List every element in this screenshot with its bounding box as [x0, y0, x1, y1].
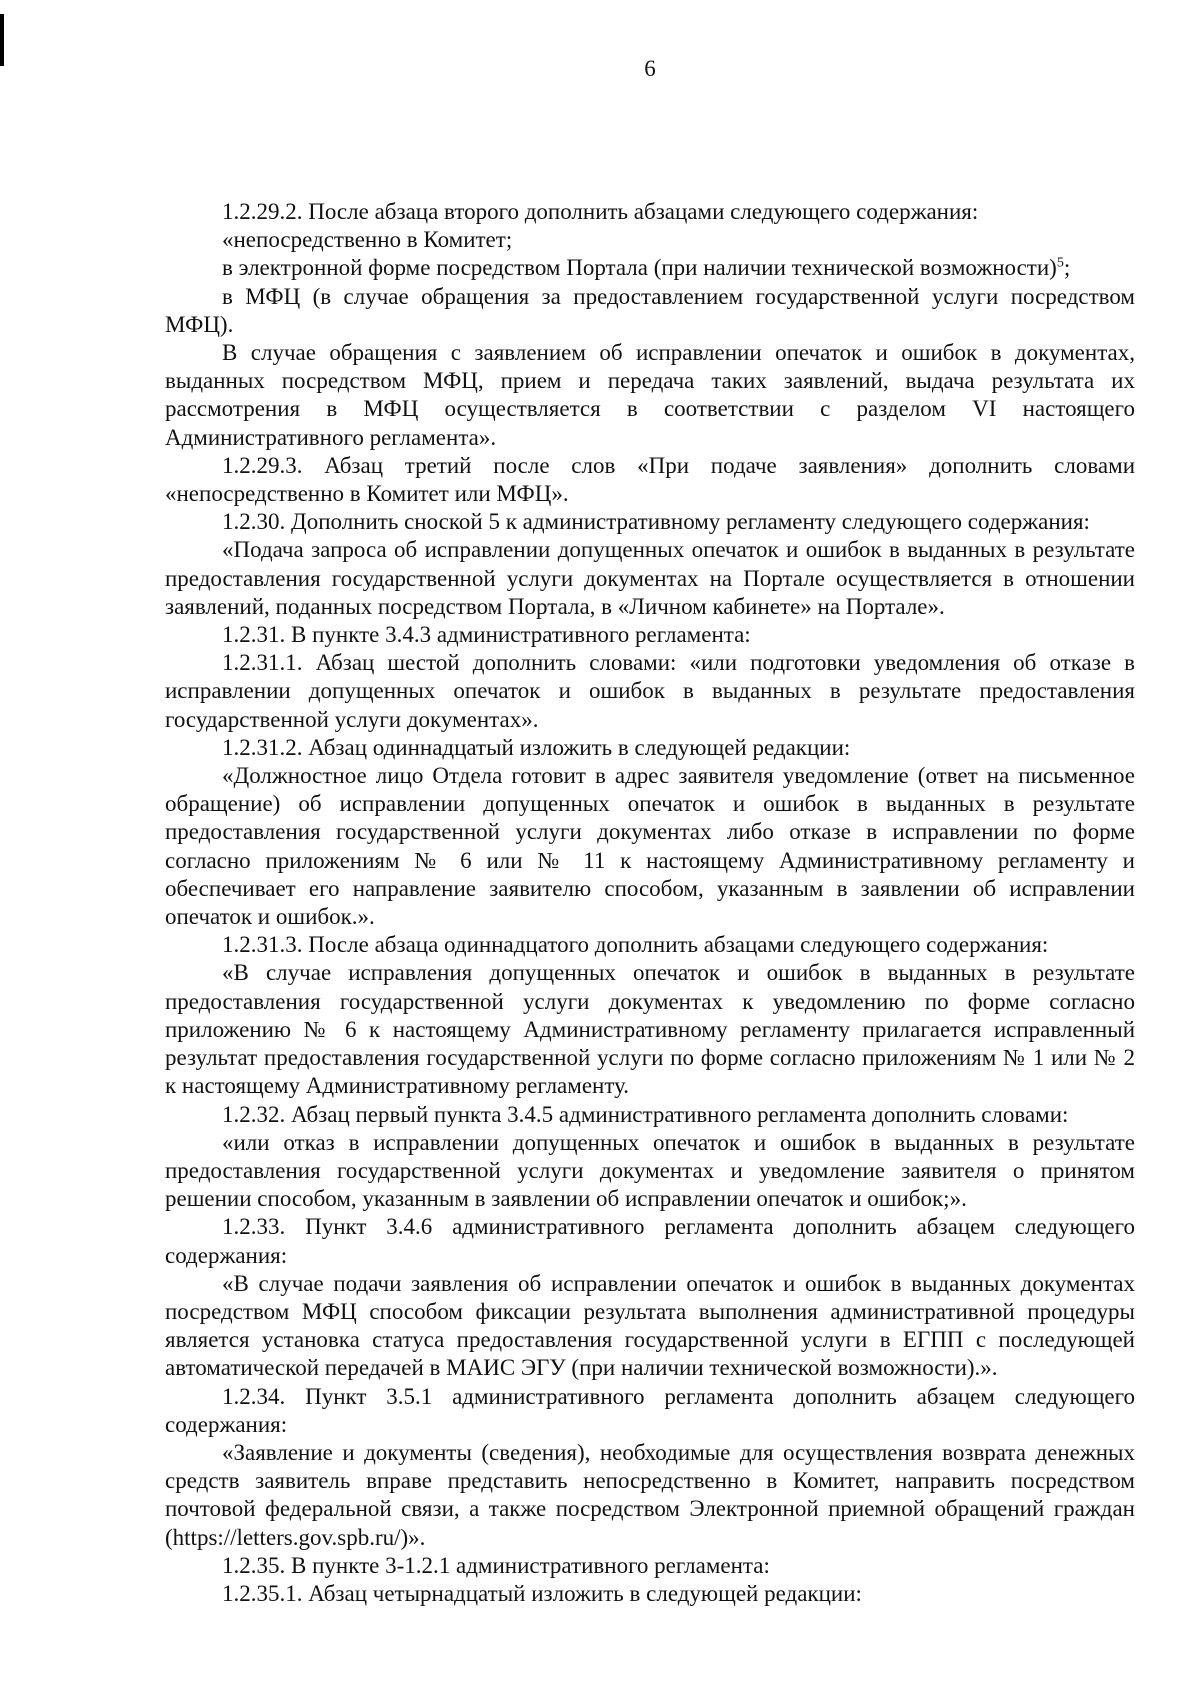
paragraph: [165, 1129, 1135, 1214]
paragraph: [165, 762, 1135, 931]
paragraph-text: 1.2.29.3. Абзац третий после слов «При подаче заявления» дополнить словами «непосредственно в Комитет или МФЦ».: [165, 452, 1135, 507]
paragraph-text: 1.2.29.2. После абзаца второго дополнить абзацами следующего содержания:: [222, 199, 979, 224]
paragraph-text: 1.2.31. В пункте 3.4.3 административного регламента:: [222, 622, 751, 648]
paragraph: [165, 283, 1135, 339]
paragraph: [165, 1439, 1135, 1552]
paragraph-text: 1.2.30. Дополнить сноской 5 к административному регламенту следующего содержания:: [222, 509, 1090, 535]
paragraph: [165, 452, 1135, 508]
document-body: [165, 198, 1135, 1608]
paragraph-text: 1.2.31.3. После абзаца одиннадцатого дополнить абзацами следующего содержания:: [222, 932, 1049, 958]
paragraph: [165, 621, 1135, 649]
paragraph-text: «Подача запроса об исправлении допущенных опечаток и ошибок в выданных в результате предоставления государственной услуги документах на Портале осуществляется в отношении заявлений, поданных посредством Портала, в «Личном кабинете» на Портале».: [165, 537, 1135, 619]
paragraph: [165, 734, 1135, 762]
paragraph-text: «В случае исправления допущенных опечаток и ошибок в выданных в результате предоставления государственной услуги документах к уведомлению по форме согласно приложению № 6 к настоящему Административному регламенту прилагается исправленный результат предоставления государственной услуги по форме согласно приложениям № 1 или № 2 к настоящему Административному регламенту.: [165, 960, 1135, 1099]
paragraph: [165, 1580, 1135, 1608]
paragraph: [165, 1101, 1135, 1129]
paragraph: [165, 1270, 1135, 1383]
paragraph-text: в МФЦ (в случае обращения за предоставлением государственной услуги посредством МФЦ).: [165, 283, 1135, 337]
paragraph: [165, 1383, 1135, 1439]
paragraph: [165, 931, 1135, 959]
paragraph-text: В случае обращения с заявлением об исправлении опечаток и ошибок в документах, выданных посредством МФЦ, прием и передача таких заявлений, выдача результата их рассмотрения в МФЦ осуществляется в соответствии с разделом VI настоящего Административного регламента».: [165, 340, 1135, 450]
paragraph-text: «Должностное лицо Отдела готовит в адрес заявителя уведомление (ответ на письменное обращение) об исправлении допущенных опечаток и ошибок в выданных в результате предоставления государственной услуги документах либо отказе в исправлении по форме согласно приложениям № 6 или № 11 к настоящему Административному регламенту и обеспечивает его направление заявителю способом, указанным в заявлении об исправлении опечаток и ошибок.».: [165, 763, 1135, 930]
paragraph: [165, 254, 1135, 282]
paragraph: [165, 1213, 1135, 1269]
paragraph: [165, 1552, 1135, 1580]
paragraph-text: 1.2.35. В пункте 3-1.2.1 административного регламента:: [222, 1552, 770, 1578]
page-number: 6: [644, 56, 656, 81]
paragraph-text: 1.2.31.1. Абзац шестой дополнить словами: «или подготовки уведомления об отказе в исправлении допущенных опечаток и ошибок в выданных в результате предоставления государственной услуги документах».: [165, 650, 1135, 732]
paragraph-text: 1.2.32. Абзац первый пункта 3.4.5 административного регламента дополнить словами:: [222, 1101, 1069, 1127]
paragraph-text: 1.2.34. Пункт 3.5.1 административного регламента дополнить абзацем следующего содержания:: [165, 1383, 1135, 1437]
paragraph: [165, 226, 1135, 254]
paragraph: [165, 649, 1135, 734]
paragraph: [165, 339, 1135, 452]
paragraph-text: 1.2.33. Пункт 3.4.6 административного регламента дополнить абзацем следующего содержания:: [165, 1214, 1135, 1268]
paragraph-text: «В случае подачи заявления об исправлении опечаток и ошибок в выданных документах посредством МФЦ способом фиксации результата выполнения административной процедуры является установка статуса предоставления государственной услуги в ЕГПП с последующей автоматической передачей в МАИС ЭГУ (при наличии технической возможности).».: [165, 1270, 1135, 1381]
paragraph-text: 1.2.35.1. Абзац четырнадцатый изложить в следующей редакции:: [222, 1580, 862, 1606]
paragraph-text: «или отказ в исправлении допущенных опечаток и ошибок в выданных в результате предоставления государственной услуги документах и уведомление заявителя о принятом решении способом, указанным в заявлении об исправлении опечаток и ошибок;».: [165, 1129, 1135, 1212]
paragraph: [165, 198, 1135, 226]
paragraph-text: «непосредственно в Комитет;: [222, 227, 513, 253]
footnote-marker: 5: [1056, 255, 1064, 271]
paragraph-text: 1.2.31.2. Абзац одиннадцатый изложить в следующей редакции:: [222, 734, 851, 760]
paragraph: [165, 508, 1135, 536]
paragraph-text: в электронной форме посредством Портала (при наличии технической возможности): [222, 255, 1057, 281]
paragraph-text: «Заявление и документы (сведения), необходимые для осуществления возврата денежных средств заявитель вправе представить непосредственно в Комитет, направить посредством почтовой федеральной связи, а также посредством Электронной приемной обращений граждан (https://letters.gov.spb.ru/)».: [165, 1439, 1135, 1550]
paragraph: [165, 536, 1135, 621]
paragraph: [165, 959, 1135, 1100]
paragraph-text-tail: ;: [1063, 255, 1071, 281]
